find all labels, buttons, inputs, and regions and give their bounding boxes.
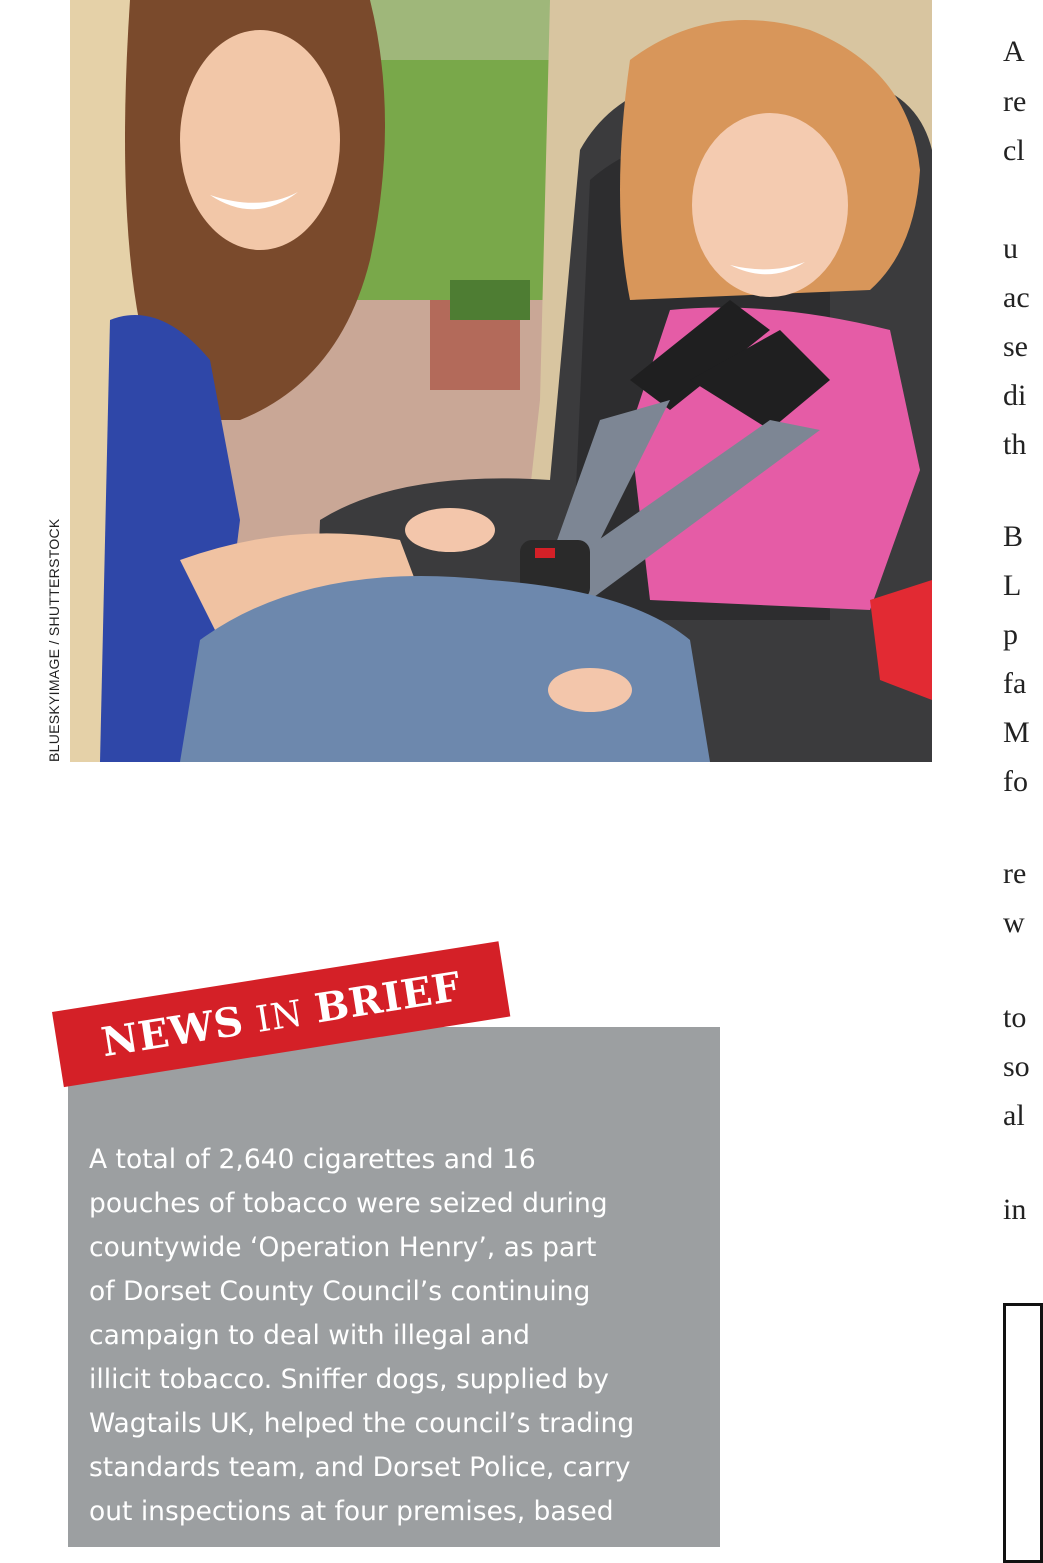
brief-line: of Dorset County Council’s continuing — [89, 1276, 591, 1307]
article-line: se — [1003, 330, 1028, 363]
banner-word-news: NEWS — [98, 997, 247, 1066]
article-line: di — [1003, 379, 1027, 412]
banner-word-brief: BRIEF — [311, 962, 465, 1033]
cropped-article-column — [1003, 32, 1030, 1272]
article-line: u — [1003, 232, 1018, 265]
article-line: re — [1003, 857, 1027, 890]
article-line: cl — [1003, 134, 1025, 167]
photo-credit: BLUESKYIMAGE / SHUTTERSTOCK — [46, 518, 62, 762]
banner-word-in: IN — [253, 992, 306, 1041]
brief-line: A total of 2,640 cigarettes and 16 — [89, 1144, 536, 1175]
article-line: M — [1003, 716, 1030, 749]
article-line: B — [1003, 520, 1024, 553]
boxed-sidebar-frame — [1003, 1303, 1043, 1563]
article-line: p — [1003, 618, 1018, 651]
brief-line: pouches of tobacco were seized during — [89, 1188, 608, 1219]
article-line: so — [1003, 1050, 1030, 1083]
article-line: to — [1003, 1001, 1027, 1034]
brief-line: out inspections at four premises, based — [89, 1496, 614, 1527]
article-line: w — [1003, 906, 1025, 939]
brief-line: countywide ‘Operation Henry’, as part — [89, 1232, 597, 1263]
news-in-brief-body — [89, 1138, 699, 1534]
brief-line: standards team, and Dorset Police, carry — [89, 1452, 631, 1483]
article-line: ac — [1003, 281, 1030, 314]
article-photo — [70, 0, 932, 762]
article-line: A — [1003, 35, 1025, 68]
article-line: re — [1003, 85, 1027, 118]
brief-line: Wagtails UK, helped the council’s trading — [89, 1408, 635, 1439]
article-line: L — [1003, 569, 1022, 602]
brief-line: campaign to deal with illegal and — [89, 1320, 531, 1351]
brief-line: illicit tobacco. Sniffer dogs, supplied by — [89, 1364, 609, 1395]
article-line: th — [1003, 428, 1027, 461]
article-line: al — [1003, 1099, 1025, 1132]
article-line: fo — [1003, 765, 1028, 798]
article-line: fa — [1003, 667, 1027, 700]
article-line: in — [1003, 1193, 1027, 1226]
